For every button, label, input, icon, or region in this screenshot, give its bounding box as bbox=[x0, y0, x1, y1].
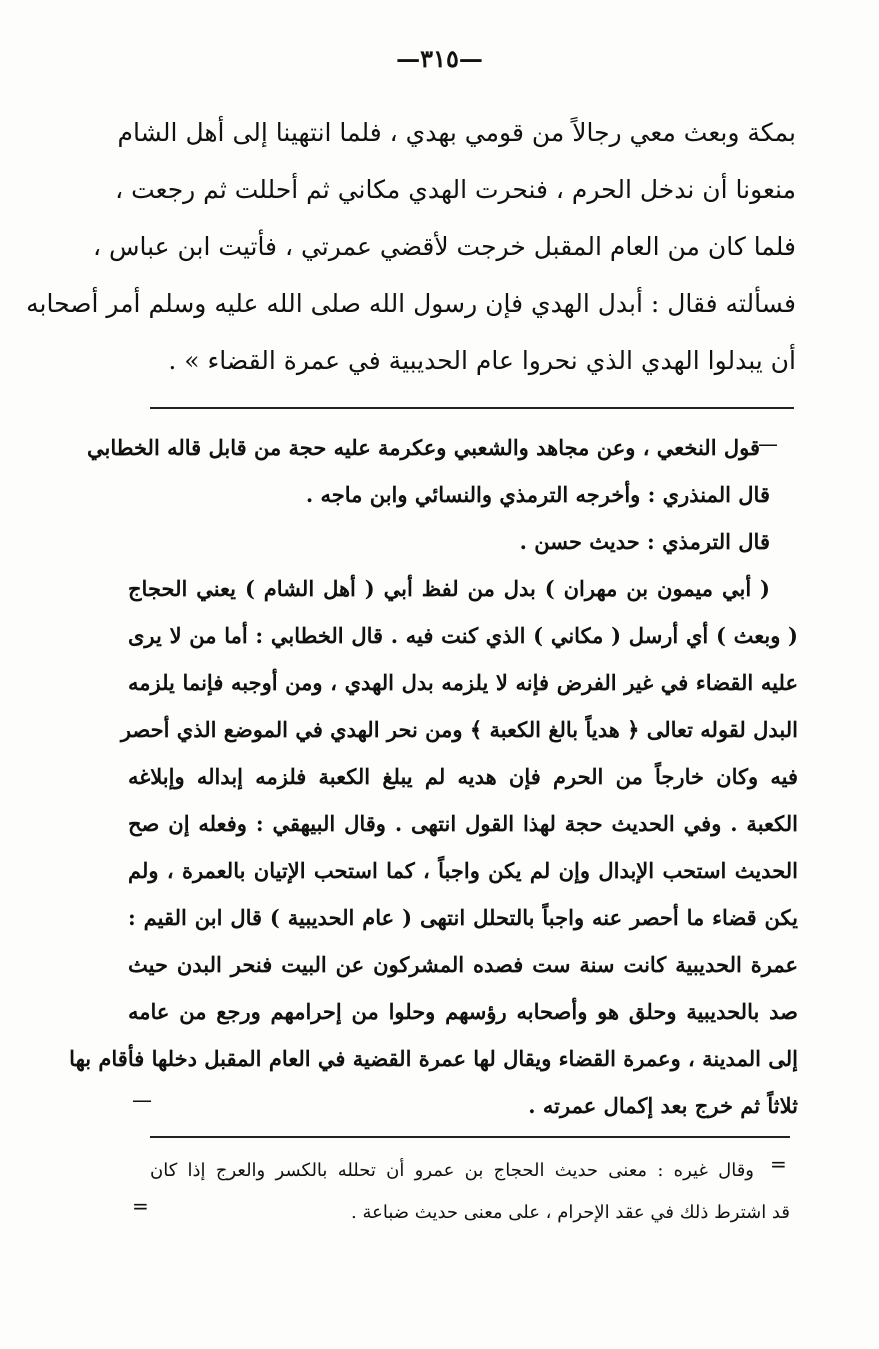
hadith-line: فسألته فقال : أبدل الهدي فإن رسول الله صلى الله عليه وسلم أمر أصحابه bbox=[26, 289, 796, 318]
hadith-line: فلما كان من العام المقبل خرجت لأقضي عمرتي ، فأتيت ابن عباس ، bbox=[92, 232, 796, 261]
commentary-line: ( وبعث ) أي أرسل ( مكاني ) الذي كنت فيه . قال الخطابي : أما من لا يرى bbox=[128, 623, 798, 648]
commentary-line: قال المنذري : وأخرجه الترمذي والنسائي وابن ماجه . bbox=[305, 482, 770, 507]
commentary-line: ( أبي ميمون بن مهران ) بدل من لفظ أبي ( أهل الشام ) يعني الحجاج bbox=[128, 576, 770, 601]
footnote-divider bbox=[150, 1136, 790, 1138]
commentary-line: قال الترمذي : حديث حسن . bbox=[519, 529, 770, 554]
continuation-dash: — bbox=[132, 1088, 152, 1112]
footnote-marker: = bbox=[770, 1152, 787, 1176]
page-number: —٣١٥— bbox=[396, 44, 483, 73]
footnote-marker: = bbox=[132, 1194, 149, 1218]
continuation-dash: — bbox=[758, 432, 778, 456]
hadith-line: منعونا أن ندخل الحرم ، فنحرت الهدي مكاني ثم أحللت ثم رجعت ، bbox=[115, 175, 796, 204]
footnote-line: قد اشترط ذلك في عقد الإحرام ، على معنى حديث ضباعة . bbox=[351, 1202, 790, 1223]
commentary-line: يكن قضاء ما أحصر عنه واجباً بالتحلل انتهى ( عام الحديبية ) قال ابن القيم : bbox=[128, 905, 798, 930]
hadith-line: بمكة وبعث معي رجالاً من قومي بهدي ، فلما انتهينا إلى أهل الشام bbox=[117, 118, 796, 147]
commentary-line: عمرة الحديبية كانت سنة ست فصده المشركون عن البيت فنحر البدن حيث bbox=[128, 952, 798, 977]
footnote-line: وقال غيره : معنى حديث الحجاج بن عمرو أن تحلله بالكسر والعرج إذا كان bbox=[150, 1160, 754, 1181]
commentary-text bbox=[69, 424, 798, 1129]
hadith-line: أن يبدلوا الهدي الذي نحروا عام الحديبية في عمرة القضاء » . bbox=[168, 346, 796, 375]
footnote-text bbox=[150, 1150, 790, 1234]
commentary-line: البدل لقوله تعالى ﴿ هدياً بالغ الكعبة ﴾ ومن نحر الهدي في الموضع الذي أحصر bbox=[120, 717, 798, 742]
commentary-line: فيه وكان خارجاً من الحرم فإن هديه لم يبلغ الكعبة فلزمه إبداله وإبلاغه bbox=[128, 764, 798, 789]
commentary-line: إلى المدينة ، وعمرة القضاء ويقال لها عمرة القضية في العام المقبل دخلها فأقام بها bbox=[69, 1046, 798, 1071]
commentary-line: عليه القضاء في غير الفرض فإنه لا يلزمه بدل الهدي ، ومن أوجبه فإنما يلزمه bbox=[128, 670, 798, 695]
commentary-line: الكعبة . وفي الحديث حجة لهذا القول انتهى . وقال البيهقي : وفعله إن صح bbox=[128, 811, 798, 836]
commentary-line: ثلاثاً ثم خرج بعد إكمال عمرته . bbox=[528, 1093, 798, 1118]
commentary-line: قول النخعي ، وعن مجاهد والشعبي وعكرمة عليه حجة من قابل قاله الخطابي bbox=[87, 435, 760, 460]
commentary-line: صد بالحديبية وحلق هو وأصحابه رؤسهم وحلوا من إحرامهم ورجع من عامه bbox=[128, 999, 798, 1024]
commentary-line: الحديث استحب الإبدال وإن لم يكن واجباً ، كما استحب الإتيان بالعمرة ، ولم bbox=[128, 858, 798, 883]
hadith-text bbox=[26, 104, 796, 389]
section-divider bbox=[150, 407, 794, 409]
